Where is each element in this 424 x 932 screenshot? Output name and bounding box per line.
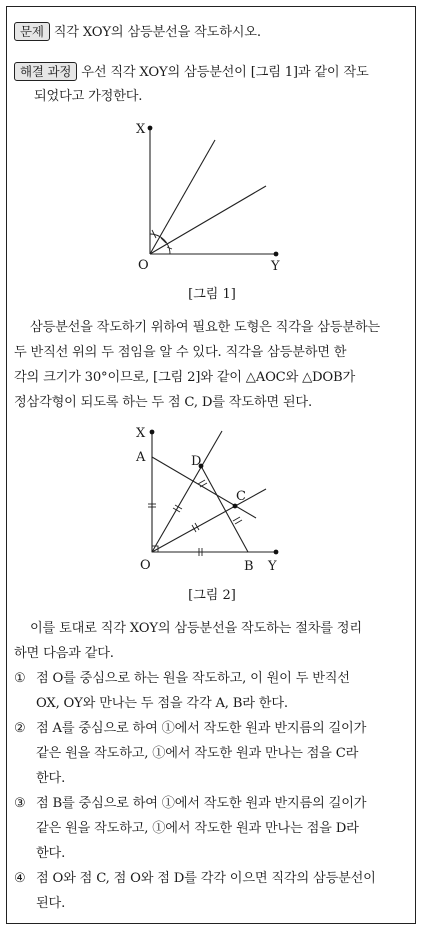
step-3-line-2: 같은 원을 작도하고, ①에서 작도한 원과 만나는 점을 D라: [36, 821, 359, 836]
step-2-line-2: 같은 원을 작도하고, ①에서 작도한 원과 만나는 점을 C라: [36, 746, 359, 761]
label-o: O: [140, 558, 151, 573]
tick-cb-2: [235, 520, 242, 524]
para1-line-2: 두 반직선 위의 두 점임을 알 수 있다. 직각을 삼등분하면 한: [14, 345, 347, 360]
label-x: X: [136, 426, 146, 441]
tick-dc: [198, 480, 205, 484]
label-a: A: [136, 450, 146, 465]
angle-arc-3: [167, 244, 170, 254]
solution-text-2: 되었다고 가정한다.: [34, 89, 143, 104]
figure-1: [130, 116, 300, 276]
figure-2-caption: [그림 2]: [188, 588, 236, 603]
problem-text: 직각 XOY의 삼등분선을 작도하시오.: [53, 25, 261, 40]
label-x: X: [136, 122, 146, 137]
step-2-num: ②: [14, 721, 26, 736]
point-y: [274, 252, 279, 257]
para1-line-1: 삼등분선을 작도하기 위하여 필요한 도형은 직각을 삼등분하는: [30, 320, 380, 335]
solution-line-1: [14, 62, 369, 83]
step-2-line-3: 한다.: [36, 771, 66, 786]
problem-line: [14, 22, 261, 43]
point-x: [148, 126, 153, 131]
figure-1-caption: [그림 1]: [188, 287, 236, 302]
label-b: B: [244, 559, 254, 574]
step-3-line-1: 점 B를 중심으로 하여 ①에서 작도한 원과 반지름의 길이가: [36, 796, 367, 811]
tick-cb: [233, 517, 240, 521]
para1-line-3: 각의 크기가 30°이므로, [그림 2]와 같이 △AOC와 △DOB가: [14, 370, 356, 385]
step-1-line-2: OX, OY와 만나는 두 점을 각각 A, B라 한다.: [36, 696, 288, 711]
para1-line-4: 정삼각형이 되도록 하는 두 점 C, D를 작도하면 된다.: [14, 395, 312, 410]
label-y: Y: [268, 559, 277, 574]
label-o: O: [138, 258, 149, 273]
step-3-line-3: 한다.: [36, 846, 66, 861]
step-2-line-1: 점 A를 중심으로 하여 ①에서 작도한 원과 반지름의 길이가: [36, 721, 367, 736]
solution-text-1: 우선 직각 XOY의 삼등분선이 [그림 1]과 같이 작도: [81, 65, 369, 80]
segment-ac: [152, 457, 256, 518]
point-y: [274, 550, 279, 555]
ray-oc: [152, 489, 266, 552]
step-4-num: ④: [14, 871, 26, 886]
para2-line-1: 이를 토대로 직각 XOY의 삼등분선을 작도하는 절차를 정리: [30, 621, 362, 636]
figure-2: [130, 420, 300, 580]
step-3-num: ③: [14, 796, 26, 811]
label-y: Y: [271, 259, 280, 274]
tick-dc-2: [200, 483, 207, 487]
solution-tag: 해결 과정: [14, 62, 77, 81]
para2-line-2: 하면 다음과 같다.: [14, 646, 114, 661]
step-4-line-2: 된다.: [36, 896, 66, 911]
point-x: [150, 430, 155, 435]
label-c: C: [236, 489, 246, 504]
step-1-line-1: 점 O를 중심으로 하는 원을 작도하고, 이 원이 두 반직선: [36, 671, 350, 686]
step-4-line-1: 점 O와 점 C, 점 O와 점 D를 각각 이으면 직각의 삼등분선이: [36, 871, 376, 886]
point-c: [233, 504, 238, 509]
problem-tag: 문제: [14, 22, 50, 41]
step-1-num: ①: [14, 671, 26, 686]
label-d: D: [191, 454, 202, 469]
